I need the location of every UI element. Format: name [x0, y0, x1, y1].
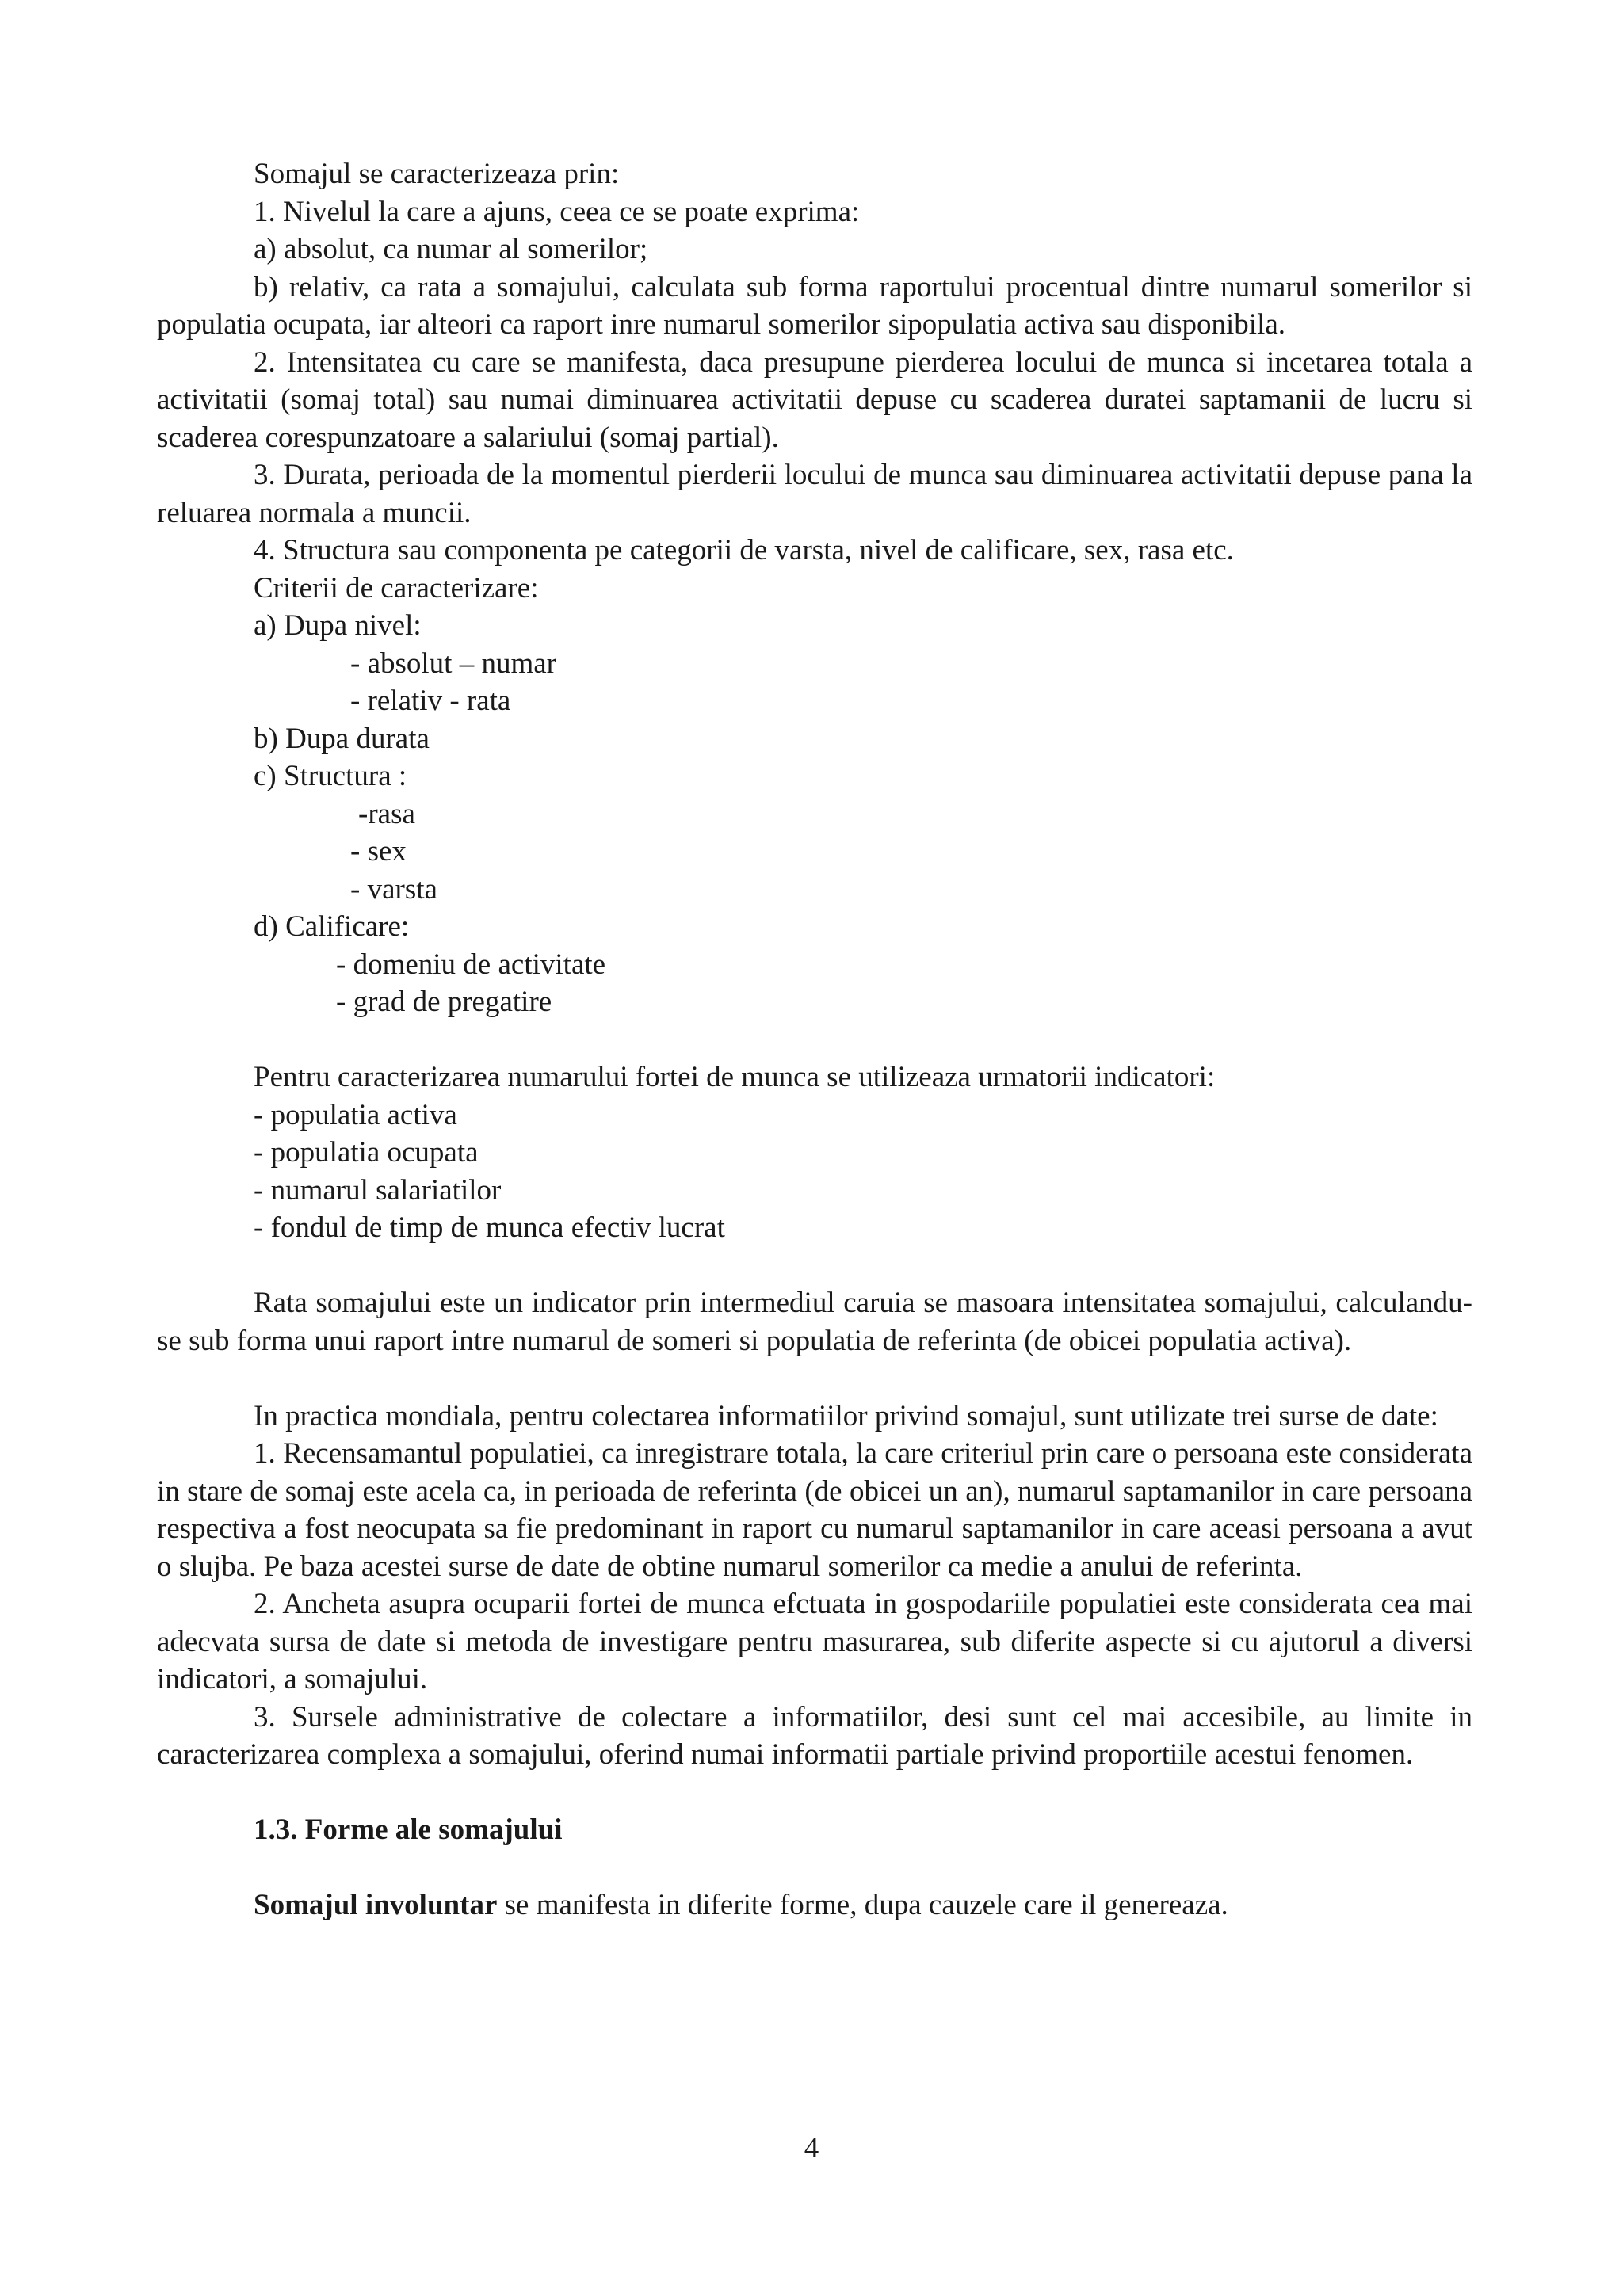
indicator-4: - fondul de timp de munca efectiv lucrat	[254, 1211, 725, 1244]
criteria-d: d) Calificare:	[254, 910, 410, 943]
section-heading: 1.3. Forme ale somajului	[254, 1814, 563, 1846]
spacer	[157, 1774, 1472, 1812]
spacer	[157, 1360, 1472, 1398]
criteria-a-2: - relativ - rata	[350, 685, 511, 717]
source-2: 2. Ancheta asupra ocuparii fortei de munca efctuata in gospodariile populatiei este considerata cea mai adecvata sursa de date si metoda de investigare pentru masurarea, sub diferite aspecte si cu ajutorul a diversi indicatori, a somajului.	[157, 1588, 1472, 1695]
criteria-a: a) Dupa nivel:	[254, 609, 422, 642]
criteria-c: c) Structura :	[254, 760, 407, 792]
criteria-c-2: - sex	[350, 835, 407, 868]
page-body	[157, 155, 1472, 1924]
item-2: 2. Intensitatea cu care se manifesta, daca presupune pierderea locului de munca si incetarea totala a activitatii (somaj total) sau numai diminuarea activitatii depuse cu scaderea duratei saptamanii de lucru si scaderea corespunzatoare a salariului (somaj partial).	[157, 345, 1472, 454]
practice-paragraph: In practica mondiala, pentru colectarea informatiilor privind somajul, sunt utilizate trei surse de date:	[254, 1399, 1438, 1432]
item-1: 1. Nivelul la care a ajuns, ceea ce se poate exprima:	[254, 195, 860, 228]
term-somajul-involuntar: Somajul involuntar	[254, 1889, 498, 1921]
item-1b: b) relativ, ca rata a somajului, calculata sub forma raportului procentual dintre numarul somerilor si populatia ocupata, iar alteori ca raport inre numarul somerilor sipopulatia activa sau disponibila.	[157, 270, 1472, 341]
criteria-b: b) Dupa durata	[254, 722, 430, 755]
last-paragraph-rest: se manifesta in diferite forme, dupa cauzele care il genereaza.	[497, 1889, 1228, 1921]
source-3: 3. Sursele administrative de colectare a informatiilor, desi sunt cel mai accesibile, au limite in caracterizarea complexa a somajului, oferind numai informatii partiale privind proportiile acestui fenomen.	[157, 1700, 1472, 1771]
rate-paragraph: Rata somajului este un indicator prin intermediul caruia se masoara intensitatea somajului, calculandu-se sub forma unui raport intre numarul de someri si populatia de referinta (de obicei populatia activa).	[157, 1287, 1472, 1357]
intro-line: Somajul se caracterizeaza prin:	[254, 158, 620, 190]
spacer	[157, 1021, 1472, 1059]
indicator-2: - populatia ocupata	[254, 1136, 479, 1169]
spacer	[157, 1849, 1472, 1887]
criteria-c-3: - varsta	[350, 872, 437, 906]
indicators-intro: Pentru caracterizarea numarului fortei de munca se utilizeaza urmatorii indicatori:	[254, 1061, 1216, 1093]
spacer	[157, 1247, 1472, 1285]
criteria-a-1: - absolut – numar	[350, 646, 556, 680]
indicator-1: - populatia activa	[254, 1098, 457, 1131]
last-paragraph	[157, 1886, 1472, 1924]
criteria-title: Criterii de caracterizare:	[254, 571, 539, 605]
page-number: 4	[804, 2132, 819, 2164]
criteria-d-1: - domeniu de activitate	[336, 948, 606, 981]
indicator-3: - numarul salariatilor	[254, 1173, 502, 1207]
criteria-c-1: -rasa	[358, 797, 415, 830]
item-1a: a) absolut, ca numar al somerilor;	[254, 233, 648, 265]
item-3: 3. Durata, perioada de la momentul pierderii locului de munca sau diminuarea activitatii depuse pana la reluarea normala a muncii.	[157, 459, 1472, 529]
source-1: 1. Recensamantul populatiei, ca inregistrare totala, la care criteriul prin care o persoana este considerata in stare de somaj este acela ca, in perioada de referinta (de obicei un an), numarul saptamanilor in care persoana respectiva a fost neocupata sa fie predominant in raport cu numarul saptamanilor in care aceasi persoana a avut o slujba. Pe baza acestei surse de date de obtine numarul somerilor ca medie a anului de referinta.	[157, 1437, 1472, 1583]
item-4: 4. Structura sau componenta pe categorii de varsta, nivel de calificare, sex, rasa etc.	[254, 534, 1234, 566]
criteria-d-2: - grad de pregatire	[336, 986, 552, 1018]
